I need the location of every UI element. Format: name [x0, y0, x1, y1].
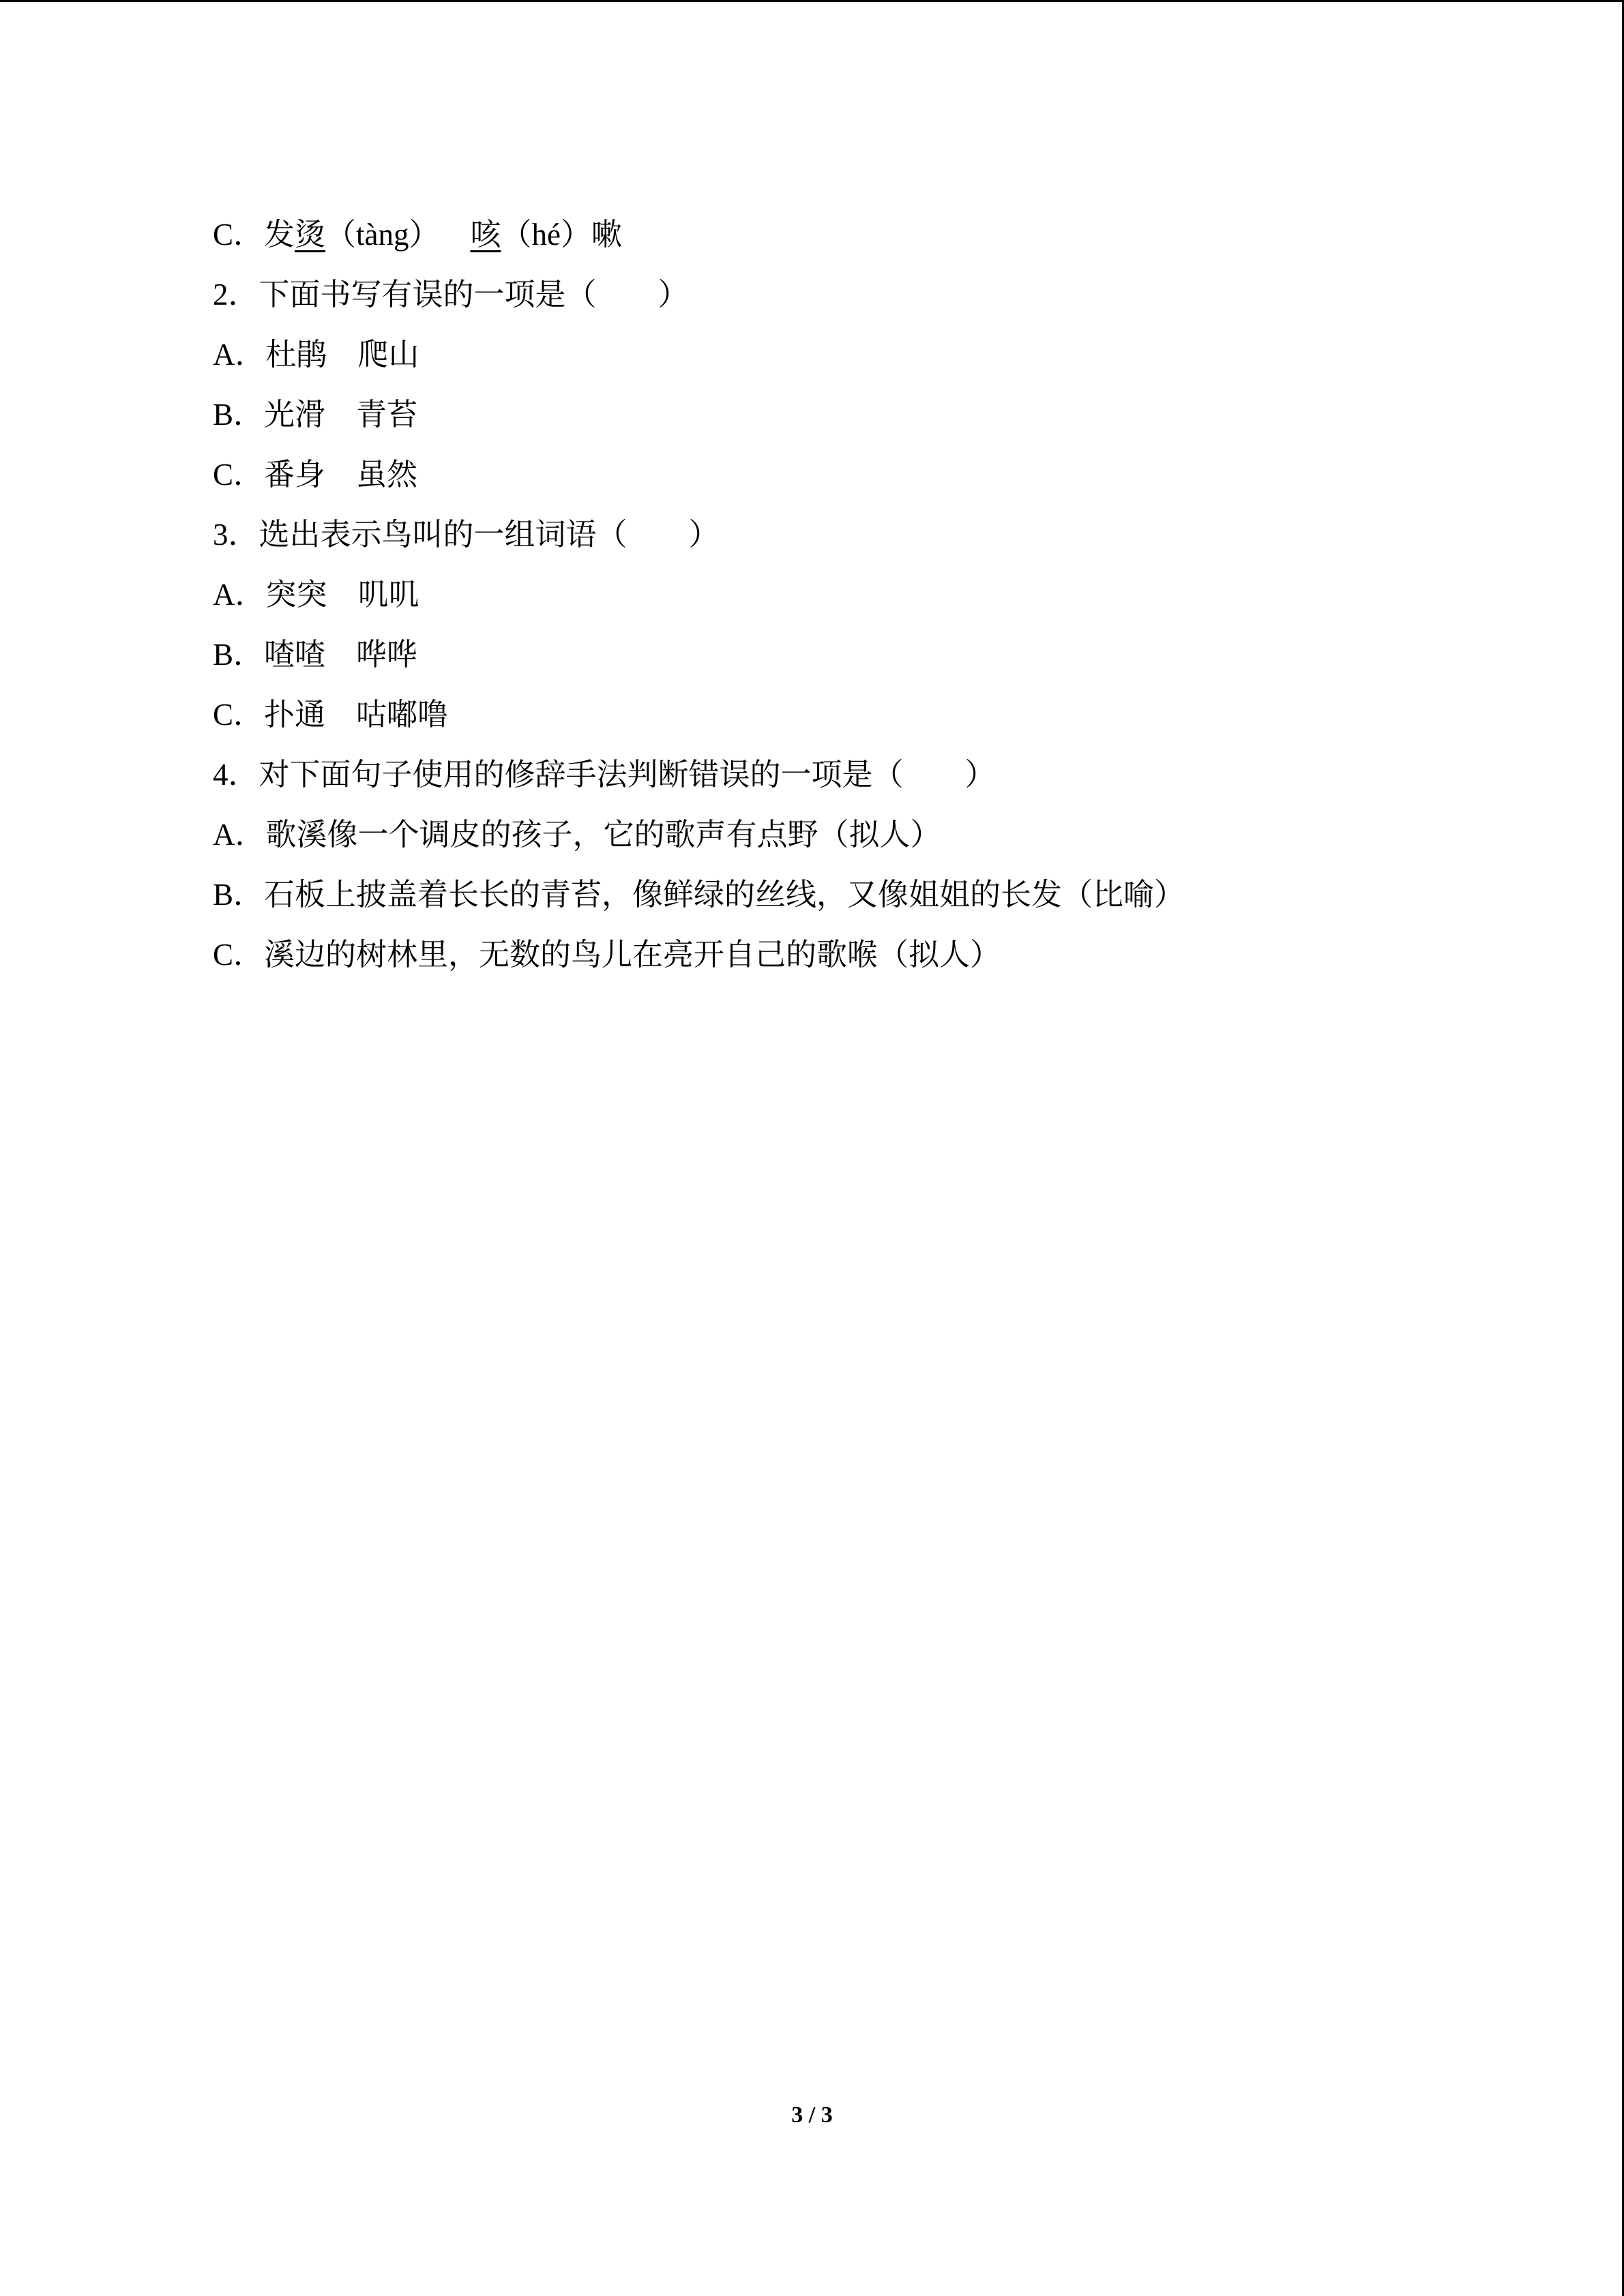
- document-body: [213, 211, 1509, 992]
- option-4b: B．石板上披盖着长长的青苔，像鲜绿的丝线，又像姐姐的长发（比喻）: [213, 878, 1185, 912]
- option-label: C．发: [213, 218, 295, 252]
- pinyin-text: （tàng）: [325, 218, 471, 252]
- question-2: 2．下面书写有误的一项是（ ）: [213, 278, 689, 312]
- option-3c: C．扑通 咕嘟噜: [213, 698, 449, 732]
- pinyin-text: （hé）嗽: [501, 218, 623, 252]
- underlined-char: 咳: [470, 218, 501, 252]
- option-1c: [213, 211, 1509, 271]
- option-2c: C．番身 虽然: [213, 458, 418, 492]
- question-4: 4．对下面句子使用的修辞手法判断错误的一项是（ ）: [213, 758, 996, 792]
- option-2b: B．光滑 青苔: [213, 398, 418, 432]
- option-3a: A．突突 叽叽: [213, 578, 419, 612]
- option-4c: C．溪边的树林里，无数的鸟儿在亮开自己的歌喉（拟人）: [213, 938, 1001, 972]
- option-2a: A．杜鹃 爬山: [213, 338, 419, 372]
- option-3b: B．喳喳 哗哗: [213, 638, 418, 672]
- question-3: 3．选出表示鸟叫的一组词语（ ）: [213, 518, 720, 552]
- underlined-char: 烫: [295, 218, 326, 252]
- page-number: 3 / 3: [791, 2102, 833, 2128]
- option-4a: A．歌溪像一个调皮的孩子，它的歌声有点野（拟人）: [213, 818, 941, 852]
